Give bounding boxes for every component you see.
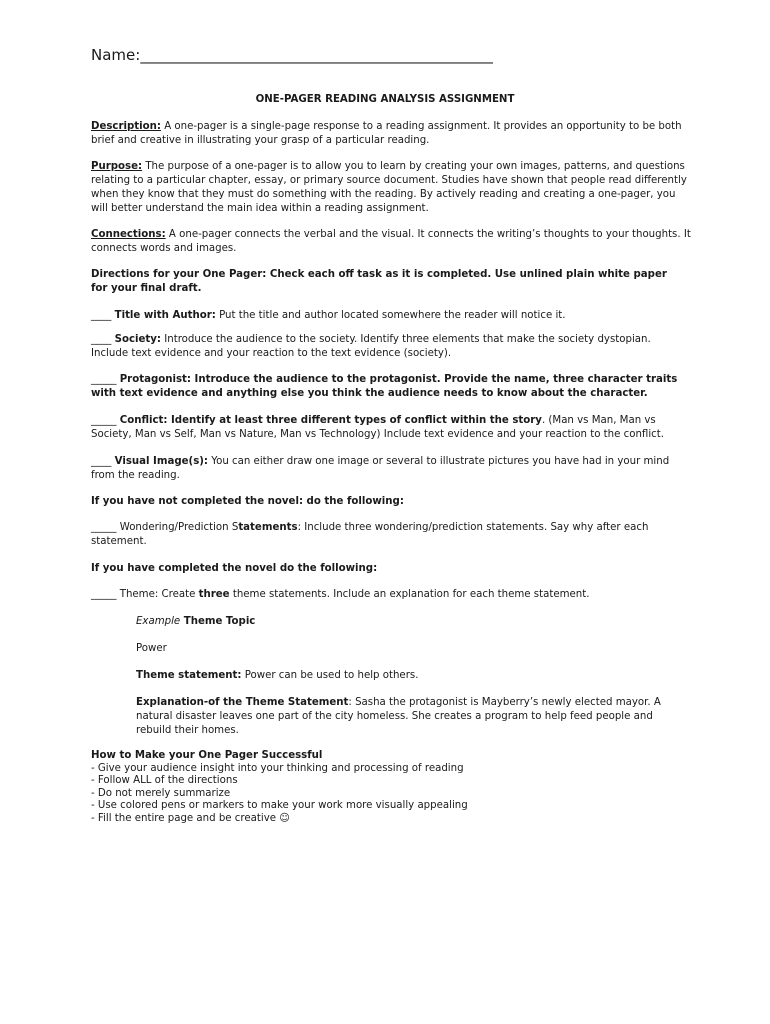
- task-text: . (Man vs Man, Man vs Society, Man vs Self, Man vs Nature, Man vs Technology) Include text evidence and your reaction to the conflict.: [91, 415, 664, 440]
- success-section: [91, 750, 691, 825]
- name-blank: _______________________________________________: [140, 46, 493, 64]
- theme-statement: [136, 669, 676, 683]
- task-text: You can either draw one image or several to illustrate pictures you have had in your mind from the reading.: [91, 456, 670, 481]
- list-item: - Follow ALL of the directions: [91, 775, 238, 786]
- checkbox-blank: _____: [91, 589, 120, 600]
- theme-explanation-text: : Sasha the protagonist is Mayberry’s newly elected mayor. A natural disaster leaves one part of the city homeless. She creates a program to help feed people and rebuild their homes.: [136, 697, 661, 736]
- not-completed-heading: If you have not completed the novel: do the following:: [91, 496, 404, 507]
- success-heading: How to Make your One Pager Successful: [91, 750, 323, 761]
- task-text: Put the title and author located somewhere the reader will notice it.: [215, 310, 566, 321]
- checkbox-blank: _____: [91, 522, 120, 533]
- example-theme-topic: [136, 615, 676, 629]
- task-label: Conflict: Identify at least three different types of conflict within the story: [119, 415, 542, 426]
- directions-text: Directions for your One Pager: Check each off task as it is completed. Use unlined plain white paper for your final draft.: [91, 269, 667, 294]
- theme-topic-label: Theme Topic: [180, 616, 256, 627]
- task-label: Title with Author:: [114, 310, 216, 321]
- example-label: Example: [136, 616, 181, 627]
- task-visual-image: [91, 455, 691, 483]
- connections-paragraph: [91, 228, 691, 256]
- name-label: Name:: [91, 46, 141, 64]
- task-theme: _____ Theme: Create three theme statements. Include an explanation for each theme statement.: [91, 589, 590, 600]
- list-item: - Use colored pens or markers to make your work more visually appealing: [91, 800, 468, 811]
- task-protagonist: [91, 373, 691, 401]
- task-label: Society:: [114, 334, 161, 345]
- connections-text: A one-pager connects the verbal and the visual. It connects the writing’s thoughts to your thoughts. It connects words and images.: [91, 229, 691, 254]
- task-text: Introduce the audience to the society. Identify three elements that make the society dystopian. Include text evidence and your reaction to the text evidence (society).: [91, 334, 651, 359]
- task-label: Protagonist: Introduce the audience to the protagonist. Provide the name, three character traits with text evidence and anything else you think the audience needs to know about the character.: [91, 374, 678, 399]
- task-label: Visual Image(s):: [114, 456, 208, 467]
- task-wondering: _____ Wondering/Prediction Statements: Include three wondering/prediction statements. Say why after each statement.: [91, 522, 649, 547]
- list-item: - Fill the entire page and be creative ☺: [91, 812, 290, 824]
- description-text: A one-pager is a single-page response to a reading assignment. It provides an opportunity to be both brief and creative in illustrating your grasp of a particular reading.: [91, 121, 682, 146]
- name-field: [91, 46, 491, 64]
- theme-statement-label: Theme statement:: [136, 670, 242, 681]
- checkbox-blank: _____: [91, 415, 120, 426]
- page-title: ONE-PAGER READING ANALYSIS ASSIGNMENT: [255, 94, 515, 105]
- list-item: - Give your audience insight into your thinking and processing of reading: [91, 762, 464, 774]
- checkbox-blank: ____: [91, 334, 115, 345]
- connections-label: Connections:: [91, 229, 166, 240]
- theme-explanation: [136, 696, 664, 738]
- purpose-paragraph: [91, 160, 691, 216]
- description-paragraph: [91, 120, 691, 148]
- completed-heading: If you have completed the novel do the following:: [91, 563, 378, 574]
- purpose-label: Purpose:: [91, 161, 143, 172]
- task-society: [91, 333, 691, 361]
- checkbox-blank: ____: [91, 310, 115, 321]
- theme-statement-text: Power can be used to help others.: [241, 670, 419, 681]
- purpose-text: The purpose of a one-pager is to allow you to learn by creating your own images, patterns, and questions relating to a particular chapter, essay, or primary source document. Studies have shown that people read differently when they know that they must do something with the reading. By actively reading and creating a one-pager, you will better understand the main idea within a reading assignment.: [91, 161, 687, 214]
- theme-explanation-label: Explanation-of the Theme Statement: [136, 697, 349, 708]
- list-item: - Do not merely summarize: [91, 787, 231, 799]
- checkbox-blank: _____: [91, 374, 120, 385]
- task-title-author: [91, 309, 691, 323]
- description-label: Description:: [91, 121, 161, 132]
- directions-paragraph: [91, 268, 681, 296]
- task-conflict: [91, 414, 676, 442]
- checkbox-blank: ____: [91, 456, 115, 467]
- theme-topic-value: Power: [136, 643, 167, 654]
